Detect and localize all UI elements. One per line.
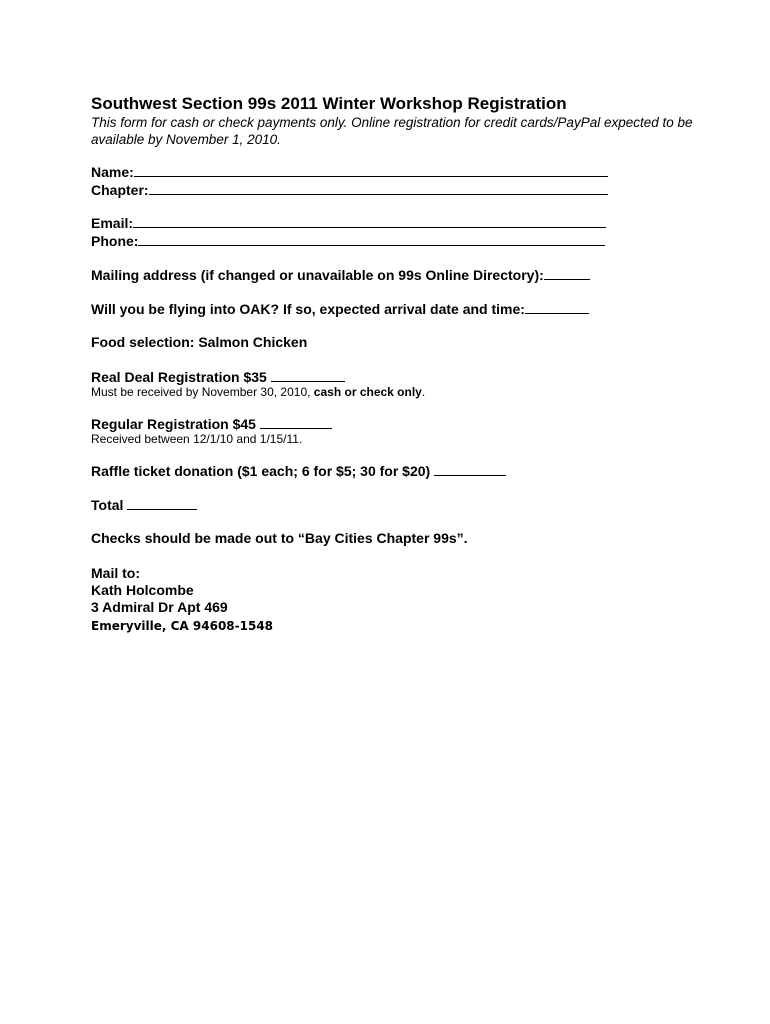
email-label: Email: [91,215,134,231]
flying-blank[interactable] [525,300,589,314]
food-selection: Food selection: Salmon Chicken [91,334,308,350]
flying-field [91,300,589,318]
flying-label: Will you be flying into OAK? If so, expected arrival date and time: [91,301,525,317]
regular-registration [91,415,332,433]
regular-note: Received between 12/1/10 and 1/15/11. [91,432,303,446]
name-blank[interactable] [134,163,608,177]
chapter-label: Chapter: [91,182,149,198]
mail-to-heading: Mail to: [91,565,140,581]
name-field [91,163,608,181]
real-deal-registration [91,368,345,386]
phone-blank[interactable] [138,232,605,246]
mailing-address-blank[interactable] [544,266,590,280]
real-deal-note-text: Must be received by November 30, 2010, [91,385,311,399]
real-deal-note [91,385,425,400]
intro-text: This form for cash or check payments only. Online registration for credit cards/PayPal expected to be available by November 1, 2010. [91,115,693,147]
mailing-address-field [91,266,590,284]
checks-instruction: Checks should be made out to “Bay Cities Chapter 99s”. [91,530,468,546]
raffle-blank[interactable] [434,462,506,476]
raffle-label: Raffle ticket donation ($1 each; 6 for $5; 30 for $20) [91,463,431,479]
mail-name: Kath Holcombe [91,582,194,598]
raffle-field [91,462,506,480]
email-field [91,214,606,232]
page-title: Southwest Section 99s 2011 Winter Workshop Registration [91,94,567,113]
mailing-address-label: Mailing address (if changed or unavailable on 99s Online Directory): [91,267,544,283]
email-blank[interactable] [133,214,606,228]
chapter-blank[interactable] [149,181,608,195]
phone-field [91,232,605,250]
real-deal-note-bold: cash or check only [313,385,422,399]
real-deal-note-suffix: . [421,385,426,399]
chapter-field [91,181,608,199]
total-blank[interactable] [127,496,197,510]
regular-label: Regular Registration $45 [91,416,256,432]
real-deal-blank[interactable] [271,368,345,382]
regular-blank[interactable] [260,415,332,429]
total-label: Total [91,497,124,513]
total-field [91,496,197,514]
name-label: Name: [91,164,134,180]
mail-city: Emeryville, CA 94608-1548 [91,619,274,633]
phone-label: Phone: [91,233,139,249]
real-deal-label: Real Deal Registration $35 [91,369,267,385]
mail-street: 3 Admiral Dr Apt 469 [91,599,228,615]
